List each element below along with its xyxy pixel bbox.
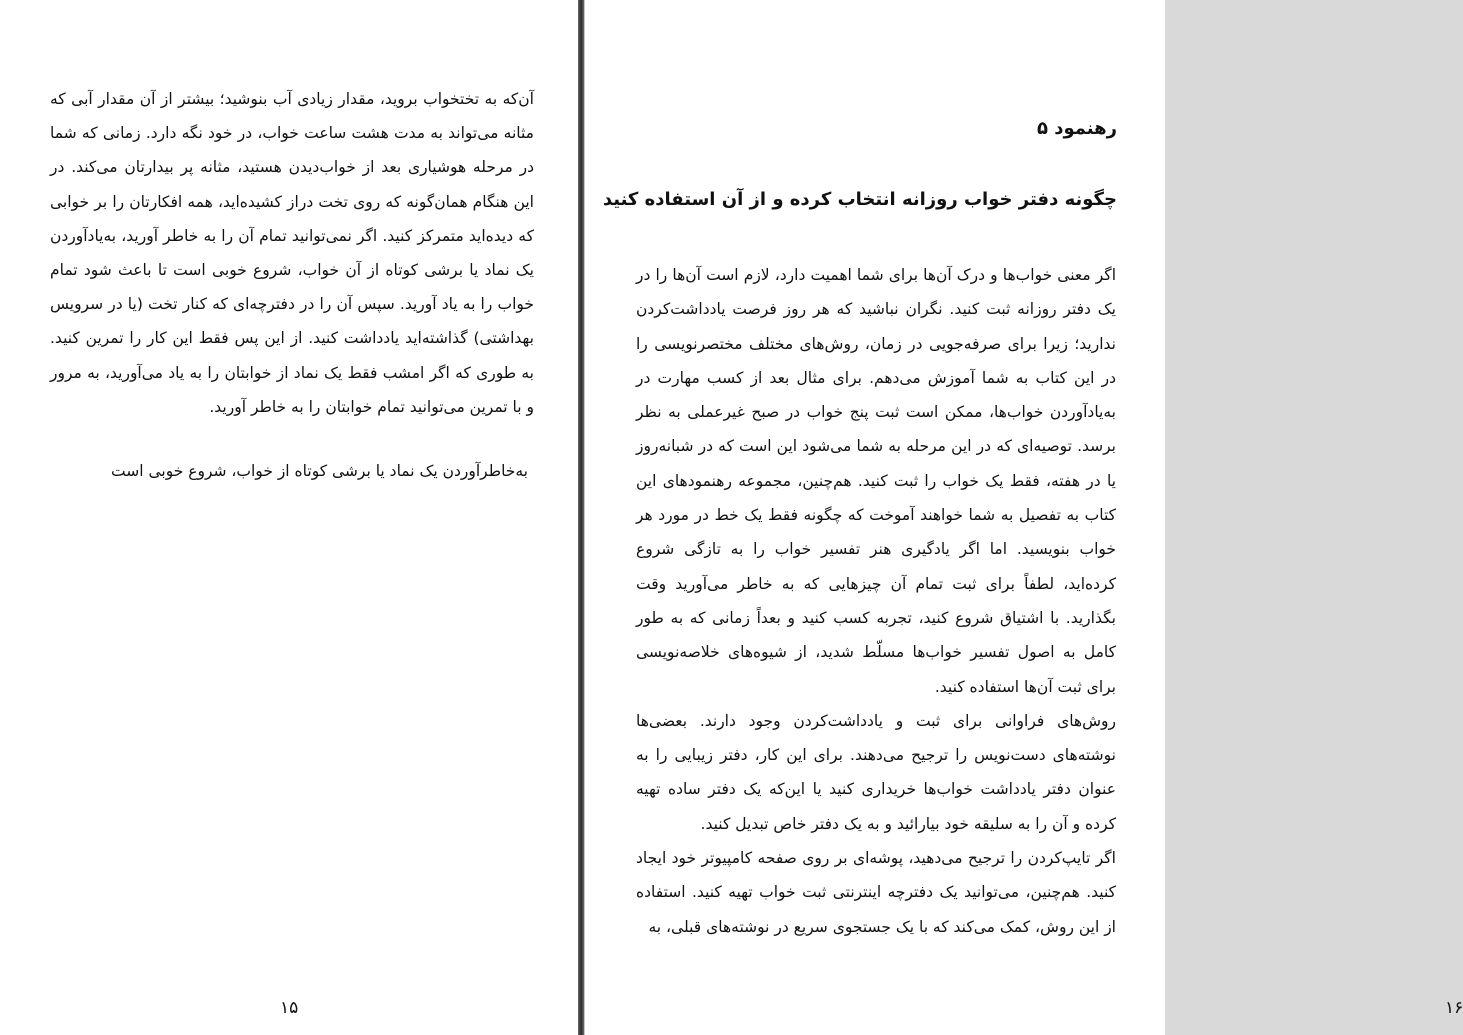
pull-quote: به‌خاطرآوردن یک نماد یا برشی کوتاه از خواب، شروع خوبی است: [111, 462, 528, 480]
guide-title: رهنمود ۵: [1036, 118, 1117, 139]
chapter-title: چگونه دفتر خواب روزانه انتخاب کرده و از آن استفاده کنید: [602, 189, 1117, 210]
page-number-right: ۱۶: [1445, 998, 1463, 1018]
right-page-body: [636, 258, 1116, 944]
right-paragraph-3: اگر تایپ‌کردن را ترجیح می‌دهید، پوشه‌ای بر روی صفحه کامپیوتر خود ایجاد کنید. هم‌چنین، می‌توانید یک دفترچه اینترنتی ثبت خواب تهیه کنید. استفاده از این روش، کمک می‌کند که با یک جستجوی سریع در نوشته‌های قبلی، به: [636, 849, 1116, 936]
right-paragraph-2: روش‌های فراوانی برای ثبت و یادداشت‌کردن وجود دارند. بعضی‌ها نوشته‌های دست‌نویس را ترجیح می‌دهند. برای این کار، دفتر زیبایی را به عنوان دفتر یادداشت خواب‌ها خریداری کنید یا این‌که یک دفتر ساده تهیه کرده و آن را به سلیقه خود بیارائید و به یک دفتر خاص تبدیل کنید.: [636, 711, 1116, 833]
left-page: [0, 0, 579, 1035]
left-page-body: [50, 82, 534, 424]
page-number-left: ۱۵: [280, 998, 299, 1018]
right-paragraph-1: اگر معنی خواب‌ها و درک آن‌ها برای شما اهمیت دارد، لازم است آن‌ها را در یک دفتر روزانه ثبت کنید. نگران نباشید که هر روز فرصت یادداشت‌کردن ندارید؛ زیرا برای صرفه‌جویی در زمان، روش‌های مختلف مختصرنویسی را در این کتاب به شما آموزش می‌دهم. برای مثال بعد از کسب مهارت در به‌یادآوردن خواب‌ها، ممکن است ثبت پنج خواب در صبح غیرعملی به نظر برسد. توصیه‌ای که در این مرحله به شما می‌شود این است که در شبانه‌روز یا در هفته، فقط یک خواب را ثبت کنید. هم‌چنین، مجموعه رهنمودهای این کتاب به تفصیل به شما خواهند آموخت که چگونه فقط یک خط در مورد هر خواب بنویسید. اما اگر یادگیری هنر تفسیر خواب را به تازگی شروع کرده‌اید، لطفاً برای ثبت تمام آن چیزهایی که به خاطر می‌آورید وقت بگذارید. با اشتیاق شروع کنید، تجربه کسب کنید و بعداً زمانی که به طور کامل به اصول تفسیر خواب‌ها مسلّط شدید، از شیوه‌های خلاصه‌نویسی برای ثبت آن‌ها استفاده کنید.: [636, 266, 1116, 696]
left-paragraph: آن‌که به تختخواب بروید، مقدار زیادی آب بنوشید؛ بیشتر از آن مقدار آبی که مثانه می‌تواند به مدت هشت ساعت خواب، در خود نگه دارد. زمانی که شما در مرحله هوشیاری بعد از خواب‌دیدن هستید، مثانه پر بیدارتان می‌کند. در این هنگام همان‌گونه که روی تخت دراز کشیده‌اید، همه افکارتان را بر خوابی که دیده‌اید متمرکز کنید. اگر نمی‌توانید تمام آن را به خاطر آورید، به‌یادآوردن یک نماد یا برشی کوتاه از آن خواب، شروع خوبی است تا باعث شود تمام خواب را به یاد آورید. سپس آن را در دفترچه‌ای که کنار تخت (یا در سرویس بهداشتی) گذاشته‌اید یادداشت کنید. از این پس فقط این کار را تمرین کنید. به طوری که اگر امشب فقط یک نماد از خوابتان را به یاد می‌آورید، به مرور و با تمرین می‌توانید تمام خوابتان را به خاطر آورید.: [50, 90, 534, 416]
